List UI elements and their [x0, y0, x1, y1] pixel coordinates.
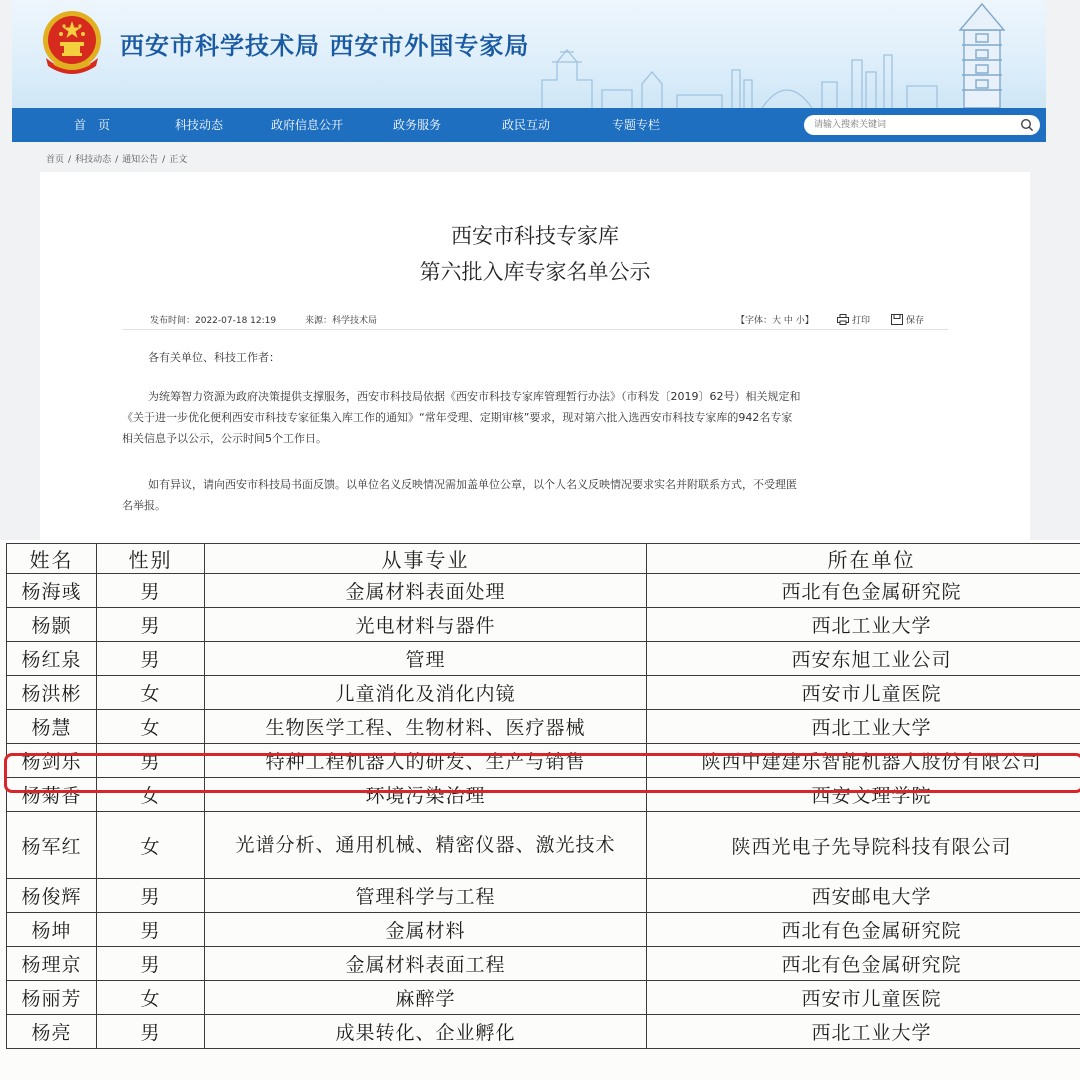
save-icon [891, 314, 903, 325]
breadcrumb-separator: / [115, 155, 119, 165]
save-button[interactable] [891, 313, 924, 326]
main-nav [12, 108, 1046, 142]
cell-name: 杨菊香 [7, 778, 97, 812]
paragraph-1-line: 《关于进一步优化便利西安市科技专家征集入库工作的通知》“常年受理、定期审核”要求，现对第六批入选西安市科技专家库的942名专家 [122, 411, 793, 424]
cell-name: 杨慧 [7, 710, 97, 744]
paragraph-2 [122, 474, 950, 516]
cell-organization: 陕西中建建乐智能机器人股份有限公司 [647, 744, 1080, 778]
cell-organization: 西安市儿童医院 [647, 676, 1080, 710]
cell-organization: 西安文理学院 [647, 778, 1080, 812]
save-label: 保存 [906, 316, 925, 326]
cell-organization: 西安邮电大学 [647, 879, 1080, 913]
cell-specialty: 光谱分析、通用机械、精密仪器、激光技术 [205, 812, 647, 879]
cell-gender: 女 [97, 778, 205, 812]
paragraph-2-line: 名举报。 [122, 499, 166, 512]
breadcrumb [46, 152, 187, 165]
cell-specialty: 金属材料表面处理 [205, 574, 647, 608]
cell-gender: 女 [97, 676, 205, 710]
cell-organization: 西北有色金属研究院 [647, 574, 1080, 608]
expert-list-section [0, 541, 1080, 1080]
paragraph-2-line: 如有异议，请向西安市科技局书面反馈。以单位名义反映情况需加盖单位公章，以个人名义反映情况要求实名并附联系方式，不受理匿 [148, 478, 797, 491]
cell-name: 杨俊辉 [7, 879, 97, 913]
paragraph-1 [122, 386, 950, 449]
article-source: 来源：科学技术局 [305, 316, 378, 326]
header-organization: 所在单位 [647, 544, 1080, 574]
city-skyline-illustration [512, 0, 1046, 108]
meta-divider [122, 329, 948, 330]
cell-specialty: 麻醉学 [205, 981, 647, 1015]
nav-item-interaction[interactable]: 政民互动 [502, 118, 551, 132]
cell-name: 杨剑乐 [7, 744, 97, 778]
breadcrumb-home[interactable]: 首页 [46, 155, 65, 165]
cell-gender: 男 [97, 608, 205, 642]
table-row [7, 608, 1080, 642]
search-box [804, 115, 1040, 135]
cell-name: 杨红泉 [7, 642, 97, 676]
cell-gender: 男 [97, 642, 205, 676]
font-size-selector[interactable]: 【字体：大 中 小】 [736, 316, 814, 326]
cell-organization: 西北工业大学 [647, 1015, 1080, 1049]
breadcrumb-notices[interactable]: 通知公告 [122, 155, 159, 165]
nav-item-special-topics[interactable]: 专题专栏 [612, 118, 661, 132]
nav-item-tech-news[interactable]: 科技动态 [175, 118, 224, 132]
cell-specialty: 管理科学与工程 [205, 879, 647, 913]
publish-time: 发布时间：2022-07-18 12:19 [150, 316, 277, 326]
table-row [7, 574, 1080, 608]
table-row [7, 642, 1080, 676]
national-emblem-icon [40, 8, 104, 76]
nav-item-gov-info[interactable]: 政府信息公开 [271, 118, 344, 132]
cell-gender: 男 [97, 574, 205, 608]
cell-specialty: 管理 [205, 642, 647, 676]
print-button[interactable] [837, 313, 870, 326]
table-row-highlighted [7, 744, 1080, 778]
table-header-row [7, 544, 1080, 574]
cell-name: 杨坤 [7, 913, 97, 947]
site-title: 西安市科学技术局 西安市外国专家局 [120, 32, 530, 60]
cell-specialty: 成果转化、企业孵化 [205, 1015, 647, 1049]
table-row [7, 913, 1080, 947]
cell-specialty: 金属材料 [205, 913, 647, 947]
cell-name: 杨洪彬 [7, 676, 97, 710]
search-input[interactable] [814, 117, 1004, 133]
cell-gender: 女 [97, 812, 205, 879]
header-name: 姓名 [7, 544, 97, 574]
table-row [7, 1015, 1080, 1049]
breadcrumb-separator: / [162, 155, 166, 165]
salutation: 各有关单位、科技工作者： [148, 351, 280, 364]
cell-gender: 男 [97, 744, 205, 778]
cell-specialty: 生物医学工程、生物材料、医疗器械 [205, 710, 647, 744]
cell-specialty: 环境污染治理 [205, 778, 647, 812]
cell-specialty: 金属材料表面工程 [205, 947, 647, 981]
cell-organization: 西北有色金属研究院 [647, 913, 1080, 947]
cell-specialty: 特种工程机器人的研发、生产与销售 [205, 744, 647, 778]
header-gender: 性别 [97, 544, 205, 574]
table-row [7, 778, 1080, 812]
paragraph-1-line: 为统筹智力资源为政府决策提供支撑服务，西安市科技局依据《西安市科技专家库管理暂行办法》（市科发〔2019〕62号）相关规定和 [148, 390, 801, 403]
cell-name: 杨丽芳 [7, 981, 97, 1015]
breadcrumb-tech-news[interactable]: 科技动态 [75, 155, 112, 165]
cell-organization: 西北工业大学 [647, 710, 1080, 744]
cell-name: 杨军红 [7, 812, 97, 879]
cell-gender: 女 [97, 710, 205, 744]
cell-name: 杨海彧 [7, 574, 97, 608]
cell-gender: 男 [97, 947, 205, 981]
table-row [7, 981, 1080, 1015]
cell-gender: 女 [97, 981, 205, 1015]
article-card [40, 172, 1030, 540]
table-row [7, 947, 1080, 981]
printer-icon [837, 314, 849, 325]
breadcrumb-current: 正文 [169, 155, 188, 165]
header-specialty: 从事专业 [205, 544, 647, 574]
site-header [12, 0, 1046, 108]
cell-organization: 陕西光电子先导院科技有限公司 [647, 812, 1080, 879]
cell-organization: 西安市儿童医院 [647, 981, 1080, 1015]
table-row [7, 812, 1080, 879]
expert-table [6, 543, 1080, 1049]
table-row [7, 676, 1080, 710]
cell-specialty: 儿童消化及消化内镜 [205, 676, 647, 710]
breadcrumb-separator: / [68, 155, 72, 165]
table-row [7, 879, 1080, 913]
cell-name: 杨理京 [7, 947, 97, 981]
cell-organization: 西安东旭工业公司 [647, 642, 1080, 676]
cell-name: 杨颢 [7, 608, 97, 642]
table-row [7, 710, 1080, 744]
cell-gender: 男 [97, 879, 205, 913]
cell-name: 杨亮 [7, 1015, 97, 1049]
article-title-line2: 第六批入库专家名单公示 [419, 260, 651, 284]
print-label: 打印 [852, 316, 871, 326]
article-title-line1: 西安市科技专家库 [451, 224, 619, 248]
nav-item-gov-service[interactable]: 政务服务 [393, 118, 442, 132]
paragraph-1-line: 相关信息予以公示，公示时间5个工作日。 [122, 432, 327, 445]
cell-organization: 西北工业大学 [647, 608, 1080, 642]
cell-organization: 西北有色金属研究院 [647, 947, 1080, 981]
cell-specialty: 光电材料与器件 [205, 608, 647, 642]
cell-gender: 男 [97, 1015, 205, 1049]
cell-gender: 男 [97, 913, 205, 947]
search-icon[interactable] [1020, 118, 1034, 132]
nav-item-home[interactable]: 首 页 [74, 118, 111, 132]
